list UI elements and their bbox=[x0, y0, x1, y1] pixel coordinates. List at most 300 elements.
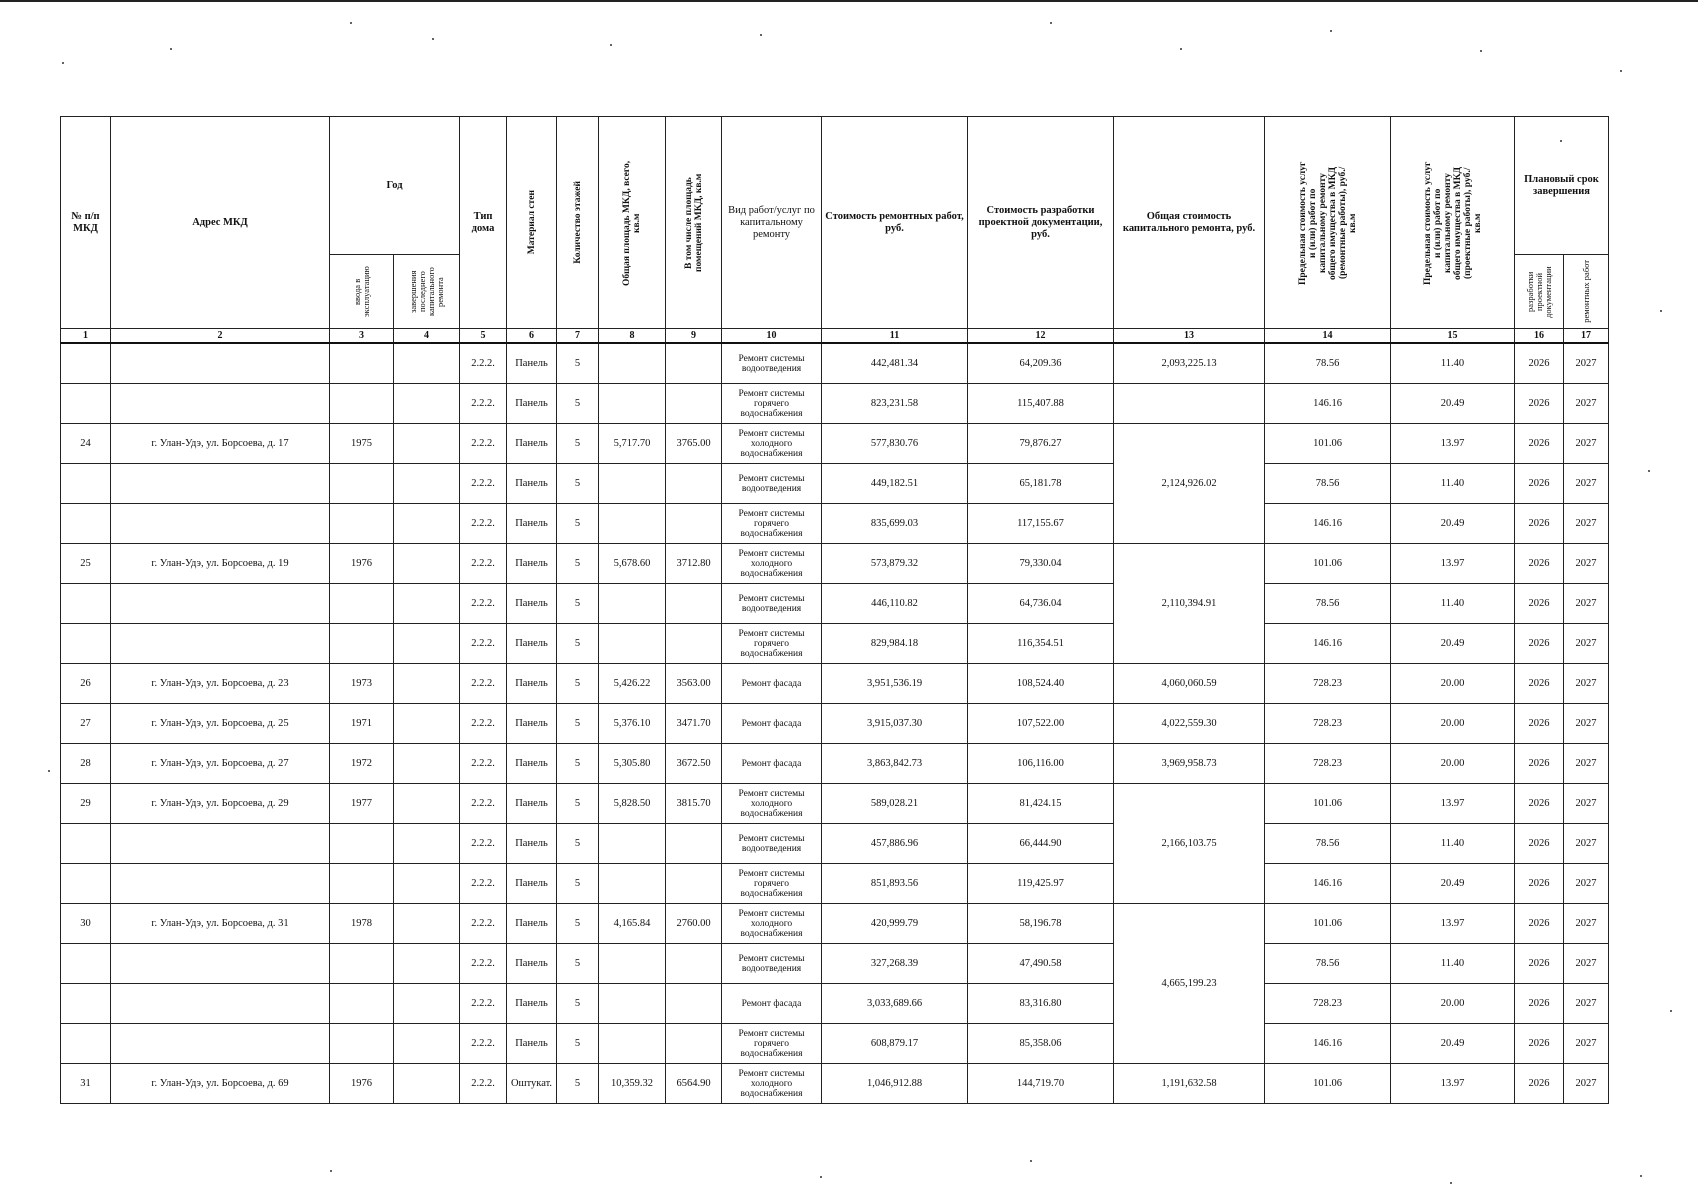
cell-deadline-works: 2027 bbox=[1564, 464, 1609, 504]
cell-material: Панель bbox=[507, 624, 557, 664]
cell-year: 1977 bbox=[330, 784, 394, 824]
cell-floors: 5 bbox=[557, 544, 599, 584]
scan-speck bbox=[1050, 22, 1052, 24]
cell-year: 1971 bbox=[330, 704, 394, 744]
cell-premises-area bbox=[666, 1024, 722, 1064]
cell-total-area: 5,828.50 bbox=[599, 784, 666, 824]
cell-limit-repair: 728.23 bbox=[1265, 664, 1391, 704]
cell-house-type: 2.2.2. bbox=[460, 584, 507, 624]
cell-limit-repair: 728.23 bbox=[1265, 744, 1391, 784]
cell-total-cost: 2,124,926.02 bbox=[1114, 424, 1265, 544]
scan-speck bbox=[350, 22, 352, 24]
cell-floors: 5 bbox=[557, 904, 599, 944]
cell-premises-area: 3672.50 bbox=[666, 744, 722, 784]
scan-speck bbox=[330, 1170, 332, 1172]
table-row bbox=[61, 864, 1609, 904]
cell-no bbox=[61, 504, 111, 544]
scan-top-edge bbox=[0, 0, 1698, 2]
cell-premises-area bbox=[666, 504, 722, 544]
cell-house-type: 2.2.2. bbox=[460, 984, 507, 1024]
cell-work-type: Ремонт системы водоотведения bbox=[722, 944, 822, 984]
cell-deadline-works: 2027 bbox=[1564, 904, 1609, 944]
cell-total-area bbox=[599, 944, 666, 984]
cell-material: Панель bbox=[507, 424, 557, 464]
cell-no: 28 bbox=[61, 744, 111, 784]
cell-limit-repair: 101.06 bbox=[1265, 784, 1391, 824]
scan-speck bbox=[1620, 70, 1622, 72]
column-number: 16 bbox=[1515, 329, 1564, 344]
cell-total-cost: 4,060,060.59 bbox=[1114, 664, 1265, 704]
cell-house-type: 2.2.2. bbox=[460, 784, 507, 824]
cell-address bbox=[111, 464, 330, 504]
column-number: 9 bbox=[666, 329, 722, 344]
cell-no: 31 bbox=[61, 1064, 111, 1104]
cell-repair-cost: 835,699.03 bbox=[822, 504, 968, 544]
cell-premises-area: 3765.00 bbox=[666, 424, 722, 464]
column-number: 17 bbox=[1564, 329, 1609, 344]
cell-last-repair bbox=[394, 464, 460, 504]
cell-no bbox=[61, 984, 111, 1024]
cell-limit-repair: 728.23 bbox=[1265, 704, 1391, 744]
cell-limit-design: 13.97 bbox=[1391, 904, 1515, 944]
cell-deadline-design: 2026 bbox=[1515, 704, 1564, 744]
cell-address bbox=[111, 624, 330, 664]
cell-work-type: Ремонт системы холодного водоснабжения bbox=[722, 904, 822, 944]
scan-speck bbox=[1648, 470, 1650, 472]
cell-limit-design: 20.49 bbox=[1391, 1024, 1515, 1064]
table-row bbox=[61, 784, 1609, 824]
cell-limit-repair: 101.06 bbox=[1265, 1064, 1391, 1104]
cell-deadline-design: 2026 bbox=[1515, 1024, 1564, 1064]
cell-work-type: Ремонт фасада bbox=[722, 704, 822, 744]
cell-repair-cost: 573,879.32 bbox=[822, 544, 968, 584]
cell-total-area: 5,678.60 bbox=[599, 544, 666, 584]
cell-limit-design: 20.49 bbox=[1391, 504, 1515, 544]
cell-limit-repair: 101.06 bbox=[1265, 544, 1391, 584]
cell-deadline-design: 2026 bbox=[1515, 544, 1564, 584]
cell-last-repair bbox=[394, 584, 460, 624]
cell-floors: 5 bbox=[557, 424, 599, 464]
cell-year: 1975 bbox=[330, 424, 394, 464]
cell-repair-cost: 851,893.56 bbox=[822, 864, 968, 904]
cell-year bbox=[330, 944, 394, 984]
column-number: 12 bbox=[968, 329, 1114, 344]
table-row bbox=[61, 944, 1609, 984]
cell-material: Панель bbox=[507, 904, 557, 944]
table-row bbox=[61, 424, 1609, 464]
cell-address: г. Улан-Удэ, ул. Борсоева, д. 23 bbox=[111, 664, 330, 704]
cell-last-repair bbox=[394, 984, 460, 1024]
column-number: 7 bbox=[557, 329, 599, 344]
cell-design-cost: 79,876.27 bbox=[968, 424, 1114, 464]
cell-total-area: 5,426.22 bbox=[599, 664, 666, 704]
cell-last-repair bbox=[394, 824, 460, 864]
header-year-last-repair: завершения последнего капитального ремонта bbox=[394, 255, 460, 329]
cell-total-area bbox=[599, 824, 666, 864]
cell-deadline-works: 2027 bbox=[1564, 704, 1609, 744]
header-total-area: Общая площадь МКД, всего, кв.м bbox=[599, 117, 666, 329]
cell-last-repair bbox=[394, 664, 460, 704]
cell-deadline-design: 2026 bbox=[1515, 504, 1564, 544]
header-deadline: Плановый срок завершения bbox=[1515, 117, 1609, 255]
column-number: 1 bbox=[61, 329, 111, 344]
cell-address bbox=[111, 1024, 330, 1064]
cell-year bbox=[330, 464, 394, 504]
cell-design-cost: 108,524.40 bbox=[968, 664, 1114, 704]
cell-repair-cost: 420,999.79 bbox=[822, 904, 968, 944]
cell-repair-cost: 829,984.18 bbox=[822, 624, 968, 664]
cell-deadline-design: 2026 bbox=[1515, 384, 1564, 424]
cell-limit-design: 11.40 bbox=[1391, 944, 1515, 984]
table-row bbox=[61, 384, 1609, 424]
cell-address bbox=[111, 944, 330, 984]
cell-design-cost: 79,330.04 bbox=[968, 544, 1114, 584]
cell-limit-design: 13.97 bbox=[1391, 424, 1515, 464]
cell-deadline-design: 2026 bbox=[1515, 864, 1564, 904]
cell-design-cost: 81,424.15 bbox=[968, 784, 1114, 824]
header-floors: Количество этажей bbox=[557, 117, 599, 329]
cell-total-area: 4,165.84 bbox=[599, 904, 666, 944]
cell-material: Панель bbox=[507, 1024, 557, 1064]
cell-floors: 5 bbox=[557, 584, 599, 624]
cell-limit-repair: 146.16 bbox=[1265, 624, 1391, 664]
header-limit-repair: Предельная стоимость услуг и (или) работ по капитальному ремонту общего имущества в МКД (ремонтные работы), руб./кв.м bbox=[1265, 117, 1391, 329]
cell-work-type: Ремонт фасада bbox=[722, 984, 822, 1024]
cell-design-cost: 117,155.67 bbox=[968, 504, 1114, 544]
cell-design-cost: 115,407.88 bbox=[968, 384, 1114, 424]
cell-premises-area bbox=[666, 944, 722, 984]
cell-material: Панель bbox=[507, 664, 557, 704]
cell-no: 29 bbox=[61, 784, 111, 824]
cell-design-cost: 66,444.90 bbox=[968, 824, 1114, 864]
cell-deadline-works: 2027 bbox=[1564, 864, 1609, 904]
cell-deadline-design: 2026 bbox=[1515, 984, 1564, 1024]
cell-house-type: 2.2.2. bbox=[460, 864, 507, 904]
cell-last-repair bbox=[394, 544, 460, 584]
cell-repair-cost: 449,182.51 bbox=[822, 464, 968, 504]
cell-limit-design: 13.97 bbox=[1391, 544, 1515, 584]
cell-design-cost: 119,425.97 bbox=[968, 864, 1114, 904]
cell-no bbox=[61, 824, 111, 864]
cell-deadline-design: 2026 bbox=[1515, 904, 1564, 944]
cell-limit-repair: 146.16 bbox=[1265, 384, 1391, 424]
cell-floors: 5 bbox=[557, 704, 599, 744]
cell-total-cost: 2,110,394.91 bbox=[1114, 544, 1265, 664]
header-deadline-works: ремонтных работ bbox=[1564, 255, 1609, 329]
cell-deadline-design: 2026 bbox=[1515, 464, 1564, 504]
scan-speck bbox=[1670, 1010, 1672, 1012]
cell-premises-area bbox=[666, 984, 722, 1024]
cell-premises-area: 3471.70 bbox=[666, 704, 722, 744]
cell-floors: 5 bbox=[557, 744, 599, 784]
cell-deadline-design: 2026 bbox=[1515, 343, 1564, 384]
scan-speck bbox=[48, 770, 50, 772]
cell-address bbox=[111, 584, 330, 624]
cell-house-type: 2.2.2. bbox=[460, 944, 507, 984]
scan-speck bbox=[62, 62, 64, 64]
cell-work-type: Ремонт фасада bbox=[722, 664, 822, 704]
cell-no: 27 bbox=[61, 704, 111, 744]
cell-year bbox=[330, 584, 394, 624]
cell-year: 1972 bbox=[330, 744, 394, 784]
cell-address: г. Улан-Удэ, ул. Борсоева, д. 27 bbox=[111, 744, 330, 784]
cell-work-type: Ремонт системы холодного водоснабжения bbox=[722, 1064, 822, 1104]
cell-year: 1973 bbox=[330, 664, 394, 704]
cell-year bbox=[330, 984, 394, 1024]
cell-last-repair bbox=[394, 904, 460, 944]
cell-total-area bbox=[599, 624, 666, 664]
cell-deadline-works: 2027 bbox=[1564, 1024, 1609, 1064]
table-row bbox=[61, 584, 1609, 624]
cell-address bbox=[111, 984, 330, 1024]
cell-address: г. Улан-Удэ, ул. Борсоева, д. 69 bbox=[111, 1064, 330, 1104]
cell-premises-area bbox=[666, 384, 722, 424]
cell-material: Панель bbox=[507, 584, 557, 624]
scan-speck bbox=[610, 44, 612, 46]
scan-speck bbox=[1030, 1160, 1032, 1162]
cell-deadline-works: 2027 bbox=[1564, 1064, 1609, 1104]
cell-deadline-design: 2026 bbox=[1515, 744, 1564, 784]
cell-no bbox=[61, 864, 111, 904]
cell-last-repair bbox=[394, 704, 460, 744]
cell-total-area: 5,376.10 bbox=[599, 704, 666, 744]
table-row bbox=[61, 744, 1609, 784]
cell-floors: 5 bbox=[557, 504, 599, 544]
table-row bbox=[61, 1024, 1609, 1064]
cell-deadline-design: 2026 bbox=[1515, 944, 1564, 984]
cell-limit-repair: 146.16 bbox=[1265, 864, 1391, 904]
column-number: 10 bbox=[722, 329, 822, 344]
cell-limit-design: 11.40 bbox=[1391, 343, 1515, 384]
cell-repair-cost: 442,481.34 bbox=[822, 343, 968, 384]
cell-floors: 5 bbox=[557, 343, 599, 384]
cell-work-type: Ремонт системы горячего водоснабжения bbox=[722, 864, 822, 904]
cell-address: г. Улан-Удэ, ул. Борсоева, д. 19 bbox=[111, 544, 330, 584]
cell-repair-cost: 3,863,842.73 bbox=[822, 744, 968, 784]
column-number: 13 bbox=[1114, 329, 1265, 344]
header-deadline-design: разработки проектной документации bbox=[1515, 255, 1564, 329]
cell-deadline-works: 2027 bbox=[1564, 744, 1609, 784]
cell-floors: 5 bbox=[557, 1024, 599, 1064]
cell-design-cost: 116,354.51 bbox=[968, 624, 1114, 664]
header-year-commission: ввода в эксплуатацию bbox=[330, 255, 394, 329]
cell-repair-cost: 3,033,689.66 bbox=[822, 984, 968, 1024]
cell-house-type: 2.2.2. bbox=[460, 1064, 507, 1104]
cell-work-type: Ремонт системы водоотведения bbox=[722, 584, 822, 624]
cell-work-type: Ремонт фасада bbox=[722, 744, 822, 784]
header-total-cost: Общая стоимость капитального ремонта, руб. bbox=[1114, 117, 1265, 329]
cell-deadline-works: 2027 bbox=[1564, 664, 1609, 704]
table-row bbox=[61, 504, 1609, 544]
cell-house-type: 2.2.2. bbox=[460, 704, 507, 744]
cell-address: г. Улан-Удэ, ул. Борсоева, д. 31 bbox=[111, 904, 330, 944]
cell-premises-area: 6564.90 bbox=[666, 1064, 722, 1104]
cell-premises-area bbox=[666, 343, 722, 384]
table-row bbox=[61, 904, 1609, 944]
cell-design-cost: 64,209.36 bbox=[968, 343, 1114, 384]
cell-limit-design: 20.49 bbox=[1391, 864, 1515, 904]
cell-limit-design: 13.97 bbox=[1391, 784, 1515, 824]
cell-repair-cost: 608,879.17 bbox=[822, 1024, 968, 1064]
cell-repair-cost: 327,268.39 bbox=[822, 944, 968, 984]
cell-deadline-works: 2027 bbox=[1564, 584, 1609, 624]
cell-limit-repair: 101.06 bbox=[1265, 424, 1391, 464]
cell-total-area: 5,305.80 bbox=[599, 744, 666, 784]
cell-house-type: 2.2.2. bbox=[460, 664, 507, 704]
cell-material: Панель bbox=[507, 824, 557, 864]
cell-material: Панель bbox=[507, 544, 557, 584]
cell-repair-cost: 457,886.96 bbox=[822, 824, 968, 864]
cell-work-type: Ремонт системы водоотведения bbox=[722, 464, 822, 504]
cell-limit-repair: 146.16 bbox=[1265, 1024, 1391, 1064]
cell-total-cost: 4,665,199.23 bbox=[1114, 904, 1265, 1064]
cell-floors: 5 bbox=[557, 864, 599, 904]
column-number: 4 bbox=[394, 329, 460, 344]
cell-year: 1978 bbox=[330, 904, 394, 944]
cell-house-type: 2.2.2. bbox=[460, 824, 507, 864]
cell-design-cost: 144,719.70 bbox=[968, 1064, 1114, 1104]
cell-deadline-works: 2027 bbox=[1564, 784, 1609, 824]
header-premises-area: В том числе площадь помещений МКД, кв.м bbox=[666, 117, 722, 329]
scan-speck bbox=[760, 34, 762, 36]
cell-deadline-design: 2026 bbox=[1515, 784, 1564, 824]
cell-total-area bbox=[599, 1024, 666, 1064]
cell-year bbox=[330, 384, 394, 424]
cell-repair-cost: 589,028.21 bbox=[822, 784, 968, 824]
column-number: 3 bbox=[330, 329, 394, 344]
cell-total-area: 10,359.32 bbox=[599, 1064, 666, 1104]
cell-year bbox=[330, 824, 394, 864]
cell-limit-design: 13.97 bbox=[1391, 1064, 1515, 1104]
cell-limit-design: 11.40 bbox=[1391, 464, 1515, 504]
cell-floors: 5 bbox=[557, 464, 599, 504]
cell-no: 25 bbox=[61, 544, 111, 584]
cell-house-type: 2.2.2. bbox=[460, 1024, 507, 1064]
cell-limit-repair: 78.56 bbox=[1265, 464, 1391, 504]
cell-design-cost: 83,316.80 bbox=[968, 984, 1114, 1024]
cell-premises-area: 3712.80 bbox=[666, 544, 722, 584]
cell-no: 26 bbox=[61, 664, 111, 704]
cell-house-type: 2.2.2. bbox=[460, 343, 507, 384]
cell-last-repair bbox=[394, 744, 460, 784]
cell-total-area bbox=[599, 584, 666, 624]
cell-work-type: Ремонт системы горячего водоснабжения bbox=[722, 504, 822, 544]
table-row bbox=[61, 343, 1609, 384]
scan-speck bbox=[1640, 1175, 1642, 1177]
cell-deadline-works: 2027 bbox=[1564, 984, 1609, 1024]
cell-address bbox=[111, 504, 330, 544]
cell-last-repair bbox=[394, 343, 460, 384]
header-repair-cost: Стоимость ремонтных работ, руб. bbox=[822, 117, 968, 329]
cell-floors: 5 bbox=[557, 624, 599, 664]
cell-premises-area bbox=[666, 584, 722, 624]
cell-total-area: 5,717.70 bbox=[599, 424, 666, 464]
cell-material: Панель bbox=[507, 504, 557, 544]
cell-floors: 5 bbox=[557, 784, 599, 824]
cell-floors: 5 bbox=[557, 944, 599, 984]
cell-house-type: 2.2.2. bbox=[460, 624, 507, 664]
column-number: 8 bbox=[599, 329, 666, 344]
cell-year bbox=[330, 1024, 394, 1064]
table-row bbox=[61, 464, 1609, 504]
table-row bbox=[61, 984, 1609, 1024]
scan-speck bbox=[432, 38, 434, 40]
cell-design-cost: 106,116.00 bbox=[968, 744, 1114, 784]
cell-deadline-design: 2026 bbox=[1515, 424, 1564, 464]
cell-total-cost: 1,191,632.58 bbox=[1114, 1064, 1265, 1104]
cell-total-area bbox=[599, 384, 666, 424]
table-row bbox=[61, 624, 1609, 664]
header-address: Адрес МКД bbox=[111, 117, 330, 329]
cell-work-type: Ремонт системы горячего водоснабжения bbox=[722, 384, 822, 424]
cell-year bbox=[330, 343, 394, 384]
cell-material: Панель bbox=[507, 384, 557, 424]
scan-speck bbox=[1330, 30, 1332, 32]
table-row bbox=[61, 704, 1609, 744]
cell-last-repair bbox=[394, 944, 460, 984]
cell-material: Панель bbox=[507, 984, 557, 1024]
column-number: 5 bbox=[460, 329, 507, 344]
cell-limit-design: 20.00 bbox=[1391, 704, 1515, 744]
scan-speck bbox=[1560, 140, 1562, 142]
header-no: № п/п МКД bbox=[61, 117, 111, 329]
cell-year: 1976 bbox=[330, 544, 394, 584]
cell-house-type: 2.2.2. bbox=[460, 744, 507, 784]
cell-limit-repair: 146.16 bbox=[1265, 504, 1391, 544]
cell-work-type: Ремонт системы водоотведения bbox=[722, 824, 822, 864]
cell-last-repair bbox=[394, 864, 460, 904]
cell-address bbox=[111, 384, 330, 424]
cell-total-area bbox=[599, 464, 666, 504]
cell-house-type: 2.2.2. bbox=[460, 464, 507, 504]
cell-last-repair bbox=[394, 784, 460, 824]
cell-deadline-works: 2027 bbox=[1564, 424, 1609, 464]
cell-repair-cost: 3,951,536.19 bbox=[822, 664, 968, 704]
cell-limit-design: 20.49 bbox=[1391, 384, 1515, 424]
cell-limit-design: 11.40 bbox=[1391, 824, 1515, 864]
column-number: 6 bbox=[507, 329, 557, 344]
cell-total-area bbox=[599, 343, 666, 384]
header-work-type: Вид работ/услуг по капитальному ремонту bbox=[722, 117, 822, 329]
header-wall-material: Материал стен bbox=[507, 117, 557, 329]
table-row bbox=[61, 544, 1609, 584]
cell-repair-cost: 446,110.82 bbox=[822, 584, 968, 624]
cell-design-cost: 64,736.04 bbox=[968, 584, 1114, 624]
cell-year bbox=[330, 504, 394, 544]
cell-house-type: 2.2.2. bbox=[460, 904, 507, 944]
cell-floors: 5 bbox=[557, 1064, 599, 1104]
cell-address: г. Улан-Удэ, ул. Борсоева, д. 17 bbox=[111, 424, 330, 464]
cell-floors: 5 bbox=[557, 984, 599, 1024]
header-design-cost: Стоимость разработки проектной документации, руб. bbox=[968, 117, 1114, 329]
cell-no: 24 bbox=[61, 424, 111, 464]
cell-design-cost: 107,522.00 bbox=[968, 704, 1114, 744]
cell-last-repair bbox=[394, 1064, 460, 1104]
cell-work-type: Ремонт системы холодного водоснабжения bbox=[722, 544, 822, 584]
column-number: 14 bbox=[1265, 329, 1391, 344]
cell-no bbox=[61, 624, 111, 664]
cell-design-cost: 65,181.78 bbox=[968, 464, 1114, 504]
cell-limit-design: 20.00 bbox=[1391, 744, 1515, 784]
cell-no: 30 bbox=[61, 904, 111, 944]
cell-address bbox=[111, 824, 330, 864]
cell-deadline-design: 2026 bbox=[1515, 664, 1564, 704]
cell-work-type: Ремонт системы холодного водоснабжения bbox=[722, 784, 822, 824]
cell-material: Панель bbox=[507, 464, 557, 504]
cell-year bbox=[330, 864, 394, 904]
cell-premises-area bbox=[666, 824, 722, 864]
table-row bbox=[61, 664, 1609, 704]
